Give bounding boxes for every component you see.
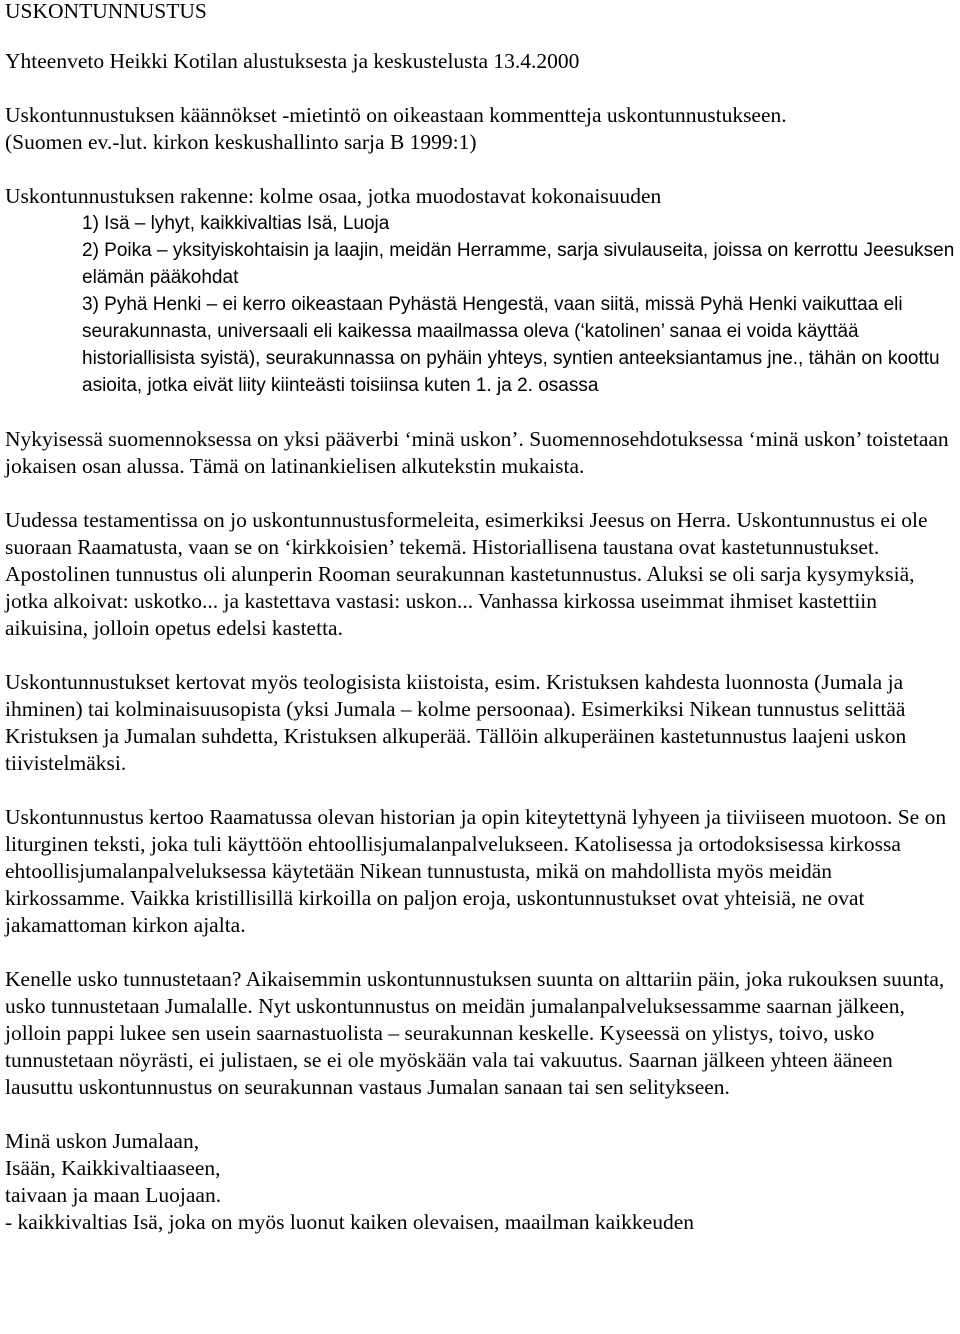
creed-line: Isään, Kaikkivaltiaaseen, bbox=[5, 1156, 221, 1180]
document-page bbox=[5, 0, 957, 1236]
document-title: USKONTUNNUSTUS bbox=[5, 0, 207, 23]
document-subtitle: Yhteenveto Heikki Kotilan alustuksesta ja keskustelusta 13.4.2000 bbox=[5, 49, 580, 73]
intro-line: (Suomen ev.-lut. kirkon keskushallinto sarja B 1999:1) bbox=[5, 130, 477, 154]
paragraph-disputes: Uskontunnustukset kertovat myös teologisista kiistoista, esim. Kristuksen kahdesta luonnosta (Jumala ja ihminen) tai kolminaisuusopista (yksi Jumala – kolme persoonaa). Esimerkiksi Nikean tunnustus selittää Kristuksen ja Jumalan suhdetta, Kristuksen alkuperää. Tällöin alkuperäinen kastetunnustus laajeni uskon tiivistelmäksi. bbox=[5, 670, 907, 775]
intro-line: Uskontunnustuksen käännökset -mietintö on oikeastaan kommentteja uskontunnustukseen. bbox=[5, 103, 787, 127]
paragraph-history: Uudessa testamentissa on jo uskontunnustusformeleita, esimerkiksi Jeesus on Herra. Uskontunnustus ei ole suoraan Raamatusta, vaan se on ‘kirkkoisien’ tekemä. Historiallisena taustana ovat kastetunnustukset. Apostolinen tunnustus oli alunperin Rooman seurakunnan kastetunnustus. Aluksi se oli sarja kysymyksiä, jotka alkoivat: uskotko... ja kastettava vastasi: uskon... Vanhassa kirkossa useimmat ihmiset kastettiin aikuisina, jolloin opetus edelsi kastetta. bbox=[5, 508, 928, 640]
paragraph-liturgy: Uskontunnustus kertoo Raamatussa olevan historian ja opin kiteytettynä lyhyeen ja tiiviiseen muotoon. Se on liturginen teksti, joka tuli käyttöön ehtoollisjumalanpalvelukseen. Katolisessa ja ortodoksisessa kirkossa ehtoollisjumalanpalveluksessa käytetään Nikean tunnustusta, mikä on mahdollista myös meidän kirkossamme. Vaikka kristillisillä kirkoilla on paljon eroja, uskontunnustukset ovat yhteisiä, ne ovat jakamattoman kirkon ajalta. bbox=[5, 805, 947, 937]
paragraph-verb: Nykyisessä suomennoksessa on yksi pääverbi ‘minä uskon’. Suomennosehdotuksessa ‘minä uskon’ toistetaan jokaisen osan alussa. Tämä on latinankielisen alkutekstin mukaista. bbox=[5, 427, 949, 478]
creed-text bbox=[5, 1128, 957, 1236]
paragraph-addressee: Kenelle usko tunnustetaan? Aikaisemmin uskontunnustuksen suunta on alttariin päin, joka rukouksen suunta, usko tunnustetaan Jumalalle. Nyt uskontunnustus on meidän jumalanpalveluksessamme saarnan jälkeen, jolloin pappi lukee sen usein saarnastuolista – seurakunnan keskelle. Kyseessä on ylistys, toivo, usko tunnustetaan nöyrästi, ei julistaen, se ei ole myöskään vala tai vakuutus. Saarnan jälkeen yhteen ääneen lausuttu uskontunnustus on seurakunnan vastaus Jumalan sanaan tai sen selitykseen. bbox=[5, 967, 945, 1099]
structure-list bbox=[5, 210, 957, 399]
creed-line: taivaan ja maan Luojaan. bbox=[5, 1183, 222, 1207]
creed-line: Minä uskon Jumalaan, bbox=[5, 1129, 200, 1153]
structure-lead: Uskontunnustuksen rakenne: kolme osaa, jotka muodostavat kokonaisuuden bbox=[5, 184, 662, 208]
intro-paragraph bbox=[5, 102, 957, 156]
structure-item-father: 1) Isä – lyhyt, kaikkivaltias Isä, Luoja bbox=[82, 213, 390, 234]
structure-item-son: 2) Poika – yksityiskohtaisin ja laajin, meidän Herramme, sarja sivulauseita, joissa on kerrottu Jeesuksen elämän pääkohdat bbox=[82, 240, 955, 288]
structure-item-spirit: 3) Pyhä Henki – ei kerro oikeastaan Pyhästä Hengestä, vaan siitä, missä Pyhä Henki vaikuttaa eli seurakunnasta, universaali eli kaikessa maailmassa oleva (‘katolinen’ sanaa ei voida käyttää historiallisista syistä), seurakunnassa on pyhäin yhteys, syntien anteeksiantamus jne., tähän on koottu asioita, jotka eivät liity kiinteästi toisiinsa kuten 1. ja 2. osassa bbox=[82, 294, 940, 396]
creed-line: - kaikkivaltias Isä, joka on myös luonut kaiken olevaisen, maailman kaikkeuden bbox=[5, 1210, 695, 1234]
structure-section bbox=[5, 183, 957, 399]
